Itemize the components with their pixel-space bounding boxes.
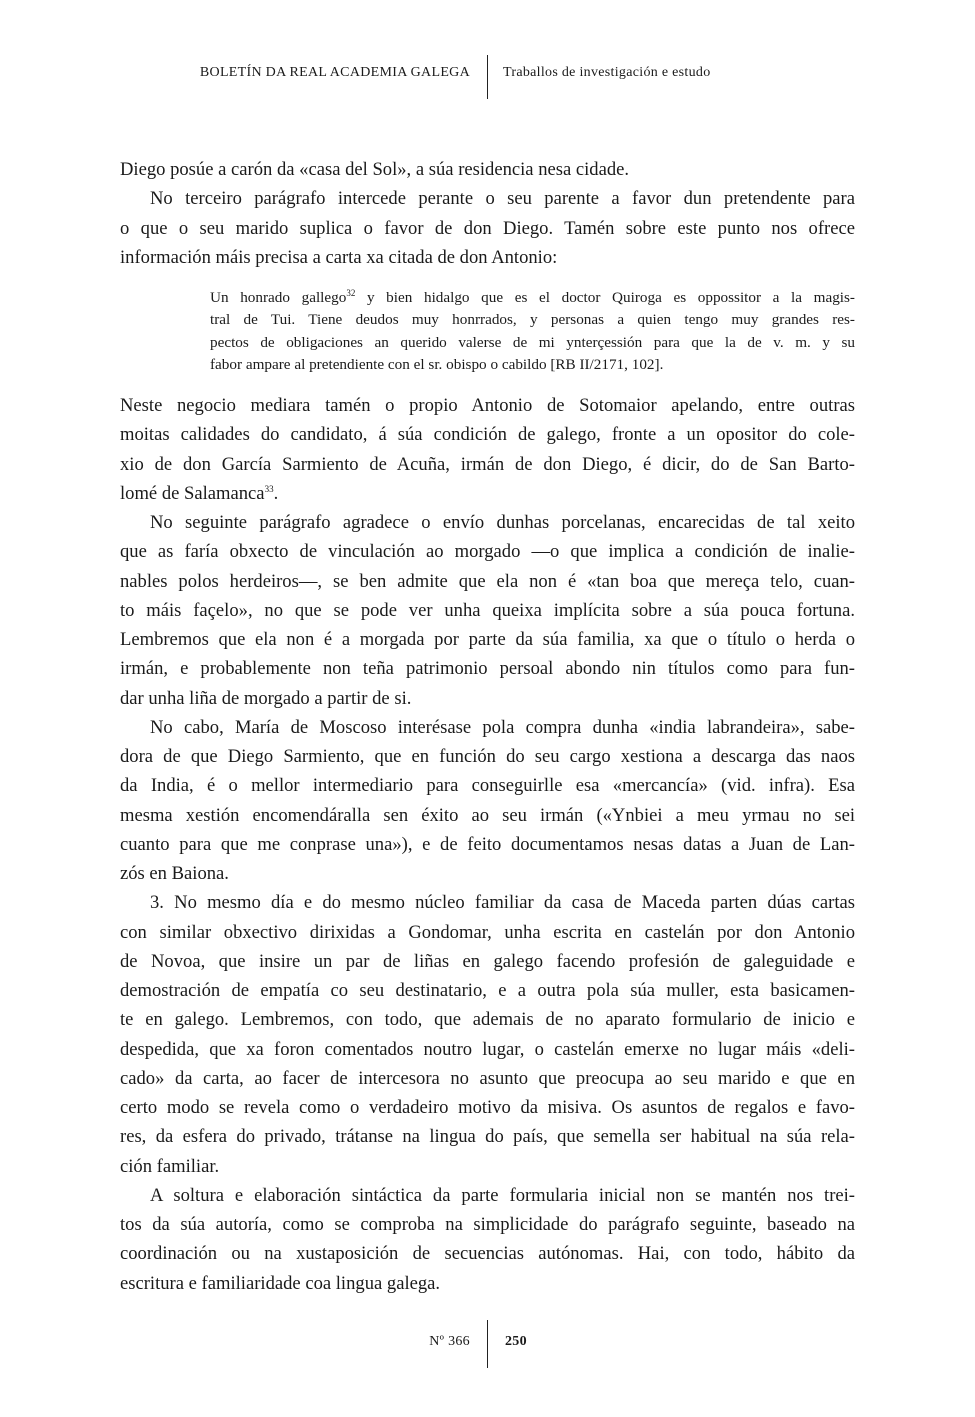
body-text-line: xio de don García Sarmiento de Acuña, irmán de don Diego, é dicir, do de San Barto-: [120, 453, 855, 475]
issue-number: Nº 366: [429, 1334, 470, 1349]
body-text-line: Neste negocio mediara tamén o propio Antonio de Sotomaior apelando, entre outras: [120, 395, 855, 416]
body-text-line: despedida, que xa foron comentados noutro lugar, o castelán emerxe no lugar máis «deli-: [120, 1038, 855, 1060]
footnote-marker[interactable]: 33: [264, 483, 274, 494]
body-text-line: moitas calidades do candidato, á súa condición de galego, fronte a un opositor do cole-: [120, 424, 855, 446]
text-segment: y bien hidalgo que es el doctor Quiroga es oppossitor a la magis-: [355, 289, 855, 306]
header-divider: [487, 55, 488, 99]
body-text-line: Diego posúe a carón da «casa del Sol», a súa residencia nesa cidade.: [120, 159, 630, 180]
body-text-line: res, da esfera do privado, trátanse na lingua do país, que semella ser habitual na súa rela-: [120, 1126, 855, 1148]
body-text-line: irmán, e probablemente non teña patrimonio persoal abondo nin títulos como para fun-: [120, 658, 855, 680]
body-text-line: 3. No mesmo día e do mesmo núcleo familiar da casa de Maceda parten dúas cartas: [150, 892, 855, 914]
body-text-line: te en galego. Lembremos, con todo, que ademais de no aparato formulario de inicio e: [120, 1009, 855, 1031]
body-text-line: dar unha liña de morgado a partir de si.: [120, 687, 412, 709]
footer-divider: [487, 1320, 488, 1368]
body-text-line: cado» da carta, ao facer de intercesora no asunto que preocupa ao seu marido e que en: [120, 1067, 855, 1089]
body-text-line: escritura e familiaridade coa lingua galega.: [120, 1272, 441, 1294]
block-quote-line: fabor ampare al pretendiente con el sr. obispo o cabildo [RB II/2171, 102].: [210, 355, 664, 373]
body-text-line: con similar obxectivo dirixidas a Gondomar, unha escrita en castelán por don Antonio: [120, 921, 855, 943]
page-number: 250: [505, 1334, 527, 1349]
block-quote-line: tral de Tui. Tiene deudos muy honrrados, y personas a quien tengo muy grandes res-: [210, 311, 855, 329]
body-text-line: No terceiro parágrafo intercede perante o seu parente a favor dun pretendente para: [150, 188, 855, 210]
journal-title: BOLETÍN DA REAL ACADEMIA GALEGA: [199, 65, 470, 80]
body-text-line: demostración de empatía co seu destinatario, e a outra pola súa muller, esta basicamen-: [120, 980, 855, 1001]
block-quote-line: [210, 289, 855, 307]
body-text-line: No cabo, María de Moscoso interésase pola compra dunha «india labrandeira», sabe-: [150, 716, 855, 738]
body-text-line: No seguinte parágrafo agradece o envío dunhas porcelanas, encarecidas de tal xeito: [150, 512, 855, 533]
body-text-line: A soltura e elaboración sintáctica da parte formularia inicial non se mantén nos trei-: [150, 1184, 855, 1206]
text-segment: lomé de Salamanca: [120, 482, 265, 504]
body-text-line: [120, 483, 855, 505]
body-text-line: da India, é o mellor intermediario para conseguirlle esa «mercancía» (vid. infra). Esa: [120, 775, 855, 797]
block-quote-line: pectos de obligaciones an querido valerse de mi ynterçessión para que la de v. m. y su: [210, 333, 855, 351]
section-title: Traballos de investigación e estudo: [503, 65, 711, 80]
footnote-marker[interactable]: 32: [346, 287, 356, 298]
body-text-line: información máis precisa a carta xa citada de don Antonio:: [120, 246, 558, 268]
body-text-line: cuanto para que me conprase una»), e de feito documentamos nesas datas a Juan de Lan-: [120, 833, 855, 855]
text-segment: Un honrado gallego: [210, 289, 347, 306]
body-text-line: tos da súa autoría, como se comproba na simplicidade do parágrafo seguinte, baseado na: [120, 1214, 855, 1235]
body-text-line: to máis façelo», no que se pode ver unha queixa implícita sobre a súa pouca fortuna.: [120, 599, 855, 621]
body-text-line: coordinación ou na xustaposición de secuencias autónomas. Hai, con todo, hábito da: [120, 1243, 855, 1265]
body-text-line: mesma xestión encomendáralla sen éxito ao seu irmán («Ynbiei a meu yrmau no sei: [120, 804, 855, 826]
text-segment: .: [273, 482, 279, 504]
body-text-line: zós en Baiona.: [120, 863, 229, 884]
body-text-line: de Novoa, que insire un par de liñas en galego facendo profesión de galeguidade e: [120, 950, 855, 972]
body-text-line: dora de que Diego Sarmiento, que en función do seu cargo xestiona a descarga das naos: [120, 746, 855, 767]
body-text-line: o que o seu marido suplica o favor de don Diego. Tamén sobre este punto nos ofrece: [120, 217, 855, 239]
body-text-line: Lembremos que ela non é a morgada por parte da súa familia, xa que o título o herda o: [120, 629, 855, 650]
body-text-line: certo modo se revela como o verdadeiro motivo da misiva. Os asuntos de regalos e favo-: [120, 1097, 855, 1118]
body-text-line: ción familiar.: [120, 1155, 220, 1177]
body-text-line: que as faría obxecto de vinculación ao morgado —o que implica a condición de inalie-: [120, 541, 855, 563]
body-text-line: nables polos herdeiros—, se ben admite que ela non é «tan boa que mereça telo, cuan-: [120, 570, 855, 592]
